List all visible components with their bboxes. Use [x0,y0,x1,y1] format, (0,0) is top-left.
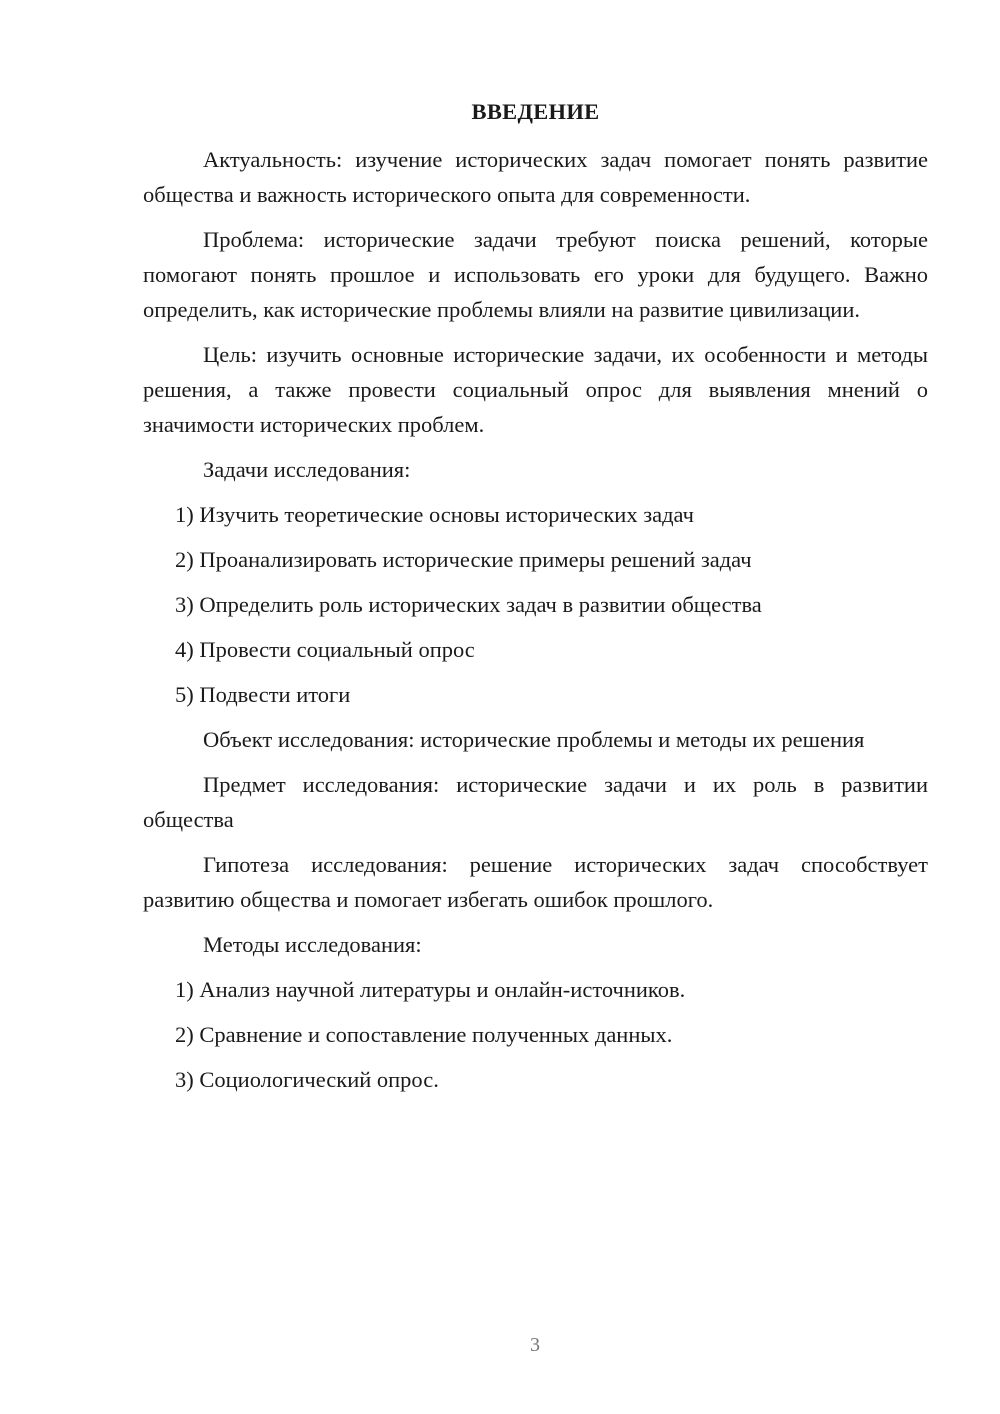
methods-heading: Методы исследования: [203,932,422,957]
task-item: 4) Провести социальный опрос [175,637,475,662]
task-item: 3) Определить роль исторических задач в развитии общества [175,592,762,617]
task-item: 1) Изучить теоретические основы исторических задач [175,502,694,527]
task-item: 2) Проанализировать исторические примеры решений задач [175,547,752,572]
subject-paragraph: Предмет исследования: исторические задачи и их роль в развитии общества [143,772,928,832]
page-content [143,94,928,1107]
page-number: 3 [530,1334,540,1356]
method-item: 3) Социологический опрос. [175,1067,439,1092]
task-item: 5) Подвести итоги [175,682,351,707]
section-title: ВВЕДЕНИЕ [471,99,600,124]
relevance-paragraph: Актуальность: изучение исторических задач помогает понять развитие общества и важность исторического опыта для современности. [143,147,928,207]
object-paragraph: Объект исследования: исторические проблемы и методы их решения [203,727,865,752]
method-item: 2) Сравнение и сопоставление полученных данных. [175,1022,673,1047]
method-item: 1) Анализ научной литературы и онлайн-источников. [175,977,686,1002]
hypothesis-paragraph: Гипотеза исследования: решение исторических задач способствует развитию общества и помогает избегать ошибок прошлого. [143,852,928,912]
problem-paragraph: Проблема: исторические задачи требуют поиска решений, которые помогают понять прошлое и использовать его уроки для будущего. Важно определить, как исторические проблемы влияли на развитие цивилизации. [143,227,928,322]
tasks-heading: Задачи исследования: [203,457,411,482]
goal-paragraph: Цель: изучить основные исторические задачи, их особенности и методы решения, а также провести социальный опрос для выявления мнений о значимости исторических проблем. [143,342,928,437]
